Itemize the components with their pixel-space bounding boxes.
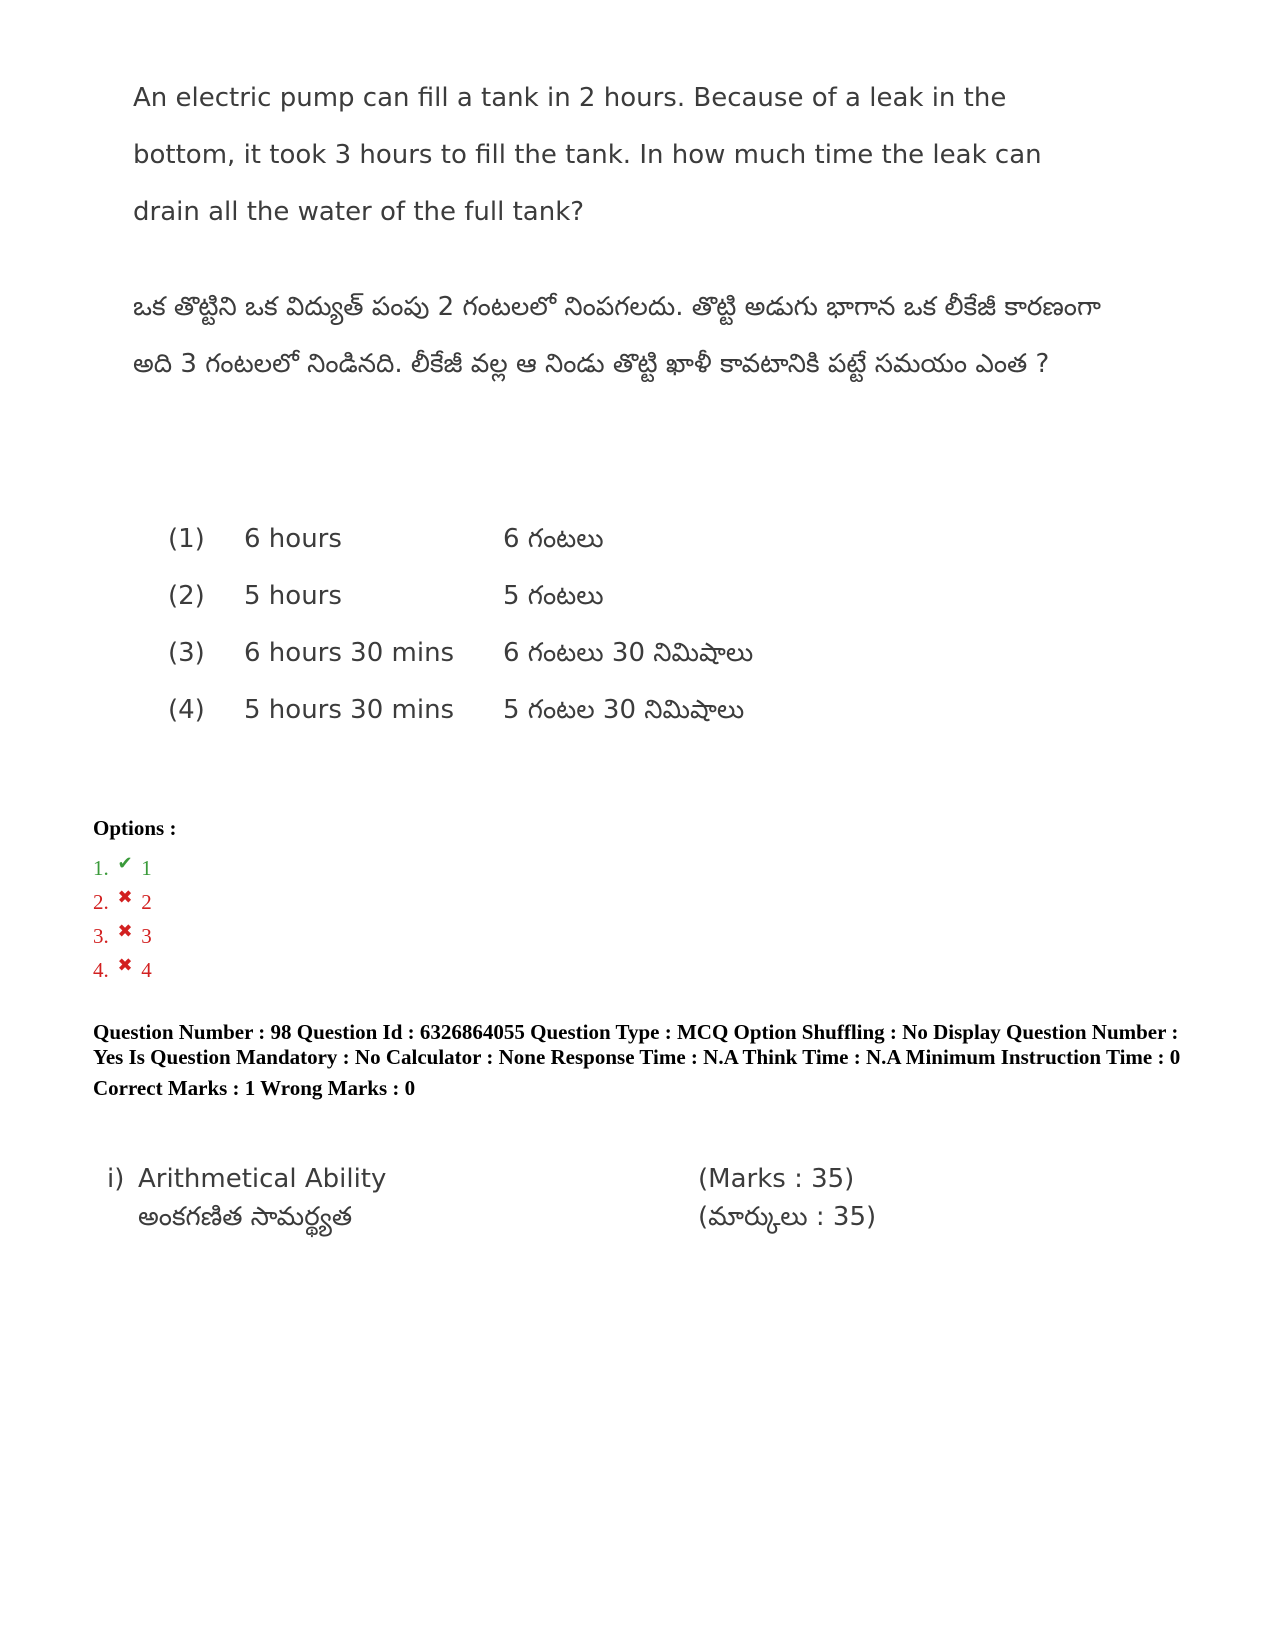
choice-number: (1): [168, 524, 205, 554]
option-value: 1: [141, 856, 152, 880]
choice-number: (4): [168, 695, 205, 725]
option-index: 1.: [93, 856, 109, 880]
cross-icon: ✖: [117, 921, 133, 941]
options-list: [93, 816, 176, 987]
section-title-telugu: అంకగణిత సామర్థ్యత: [138, 1202, 353, 1232]
choice-number: (2): [168, 581, 205, 611]
option-value: 3: [141, 924, 152, 948]
question-text-telugu: ఒక తొట్టిని ఒక విద్యుత్ పంపు 2 గంటలలో నింపగలదు. తొట్టి అడుగు భాగాన ఒక లీకేజీ కారణంగా అది 3 గంటలలో నిండినది. లీకేజీ వల్ల ఆ నిండు తొట్టి ఖాళీ కావటానికి పట్టే సమయం ఎంత ?: [133, 292, 1101, 379]
cross-icon: ✖: [117, 887, 133, 907]
option-4: [93, 953, 176, 987]
question-details: Question Number : 98 Question Id : 6326864055 Question Type : MCQ Option Shuffling : No Display Question Number : Yes Is Question Mandatory : No Calculator : None Response Time : N.A Think Time : N.A Minimum Instruction Time : 0: [93, 1020, 1181, 1069]
section-marks-english: (Marks : 35): [698, 1164, 855, 1194]
marks-info: Correct Marks : 1 Wrong Marks : 0: [93, 1076, 416, 1100]
choice-text-telugu: 6 గంటలు 30 నిమిషాలు: [503, 638, 754, 668]
choice-text-english: 6 hours: [244, 524, 342, 554]
option-value: 4: [141, 958, 152, 982]
choice-text-telugu: 5 గంటలు: [503, 581, 604, 611]
option-index: 4.: [93, 958, 109, 982]
cross-icon: ✖: [117, 955, 133, 975]
option-value: 2: [141, 890, 152, 914]
question-text-english: An electric pump can fill a tank in 2 hours. Because of a leak in the bottom, it took 3 hours to fill the tank. In how much time the leak can drain all the water of the full tank?: [133, 83, 1042, 227]
section-title-english: Arithmetical Ability: [138, 1164, 387, 1194]
section-number: i): [107, 1164, 125, 1194]
option-index: 3.: [93, 924, 109, 948]
choice-text-english: 6 hours 30 mins: [244, 638, 455, 668]
choice-text-english: 5 hours: [244, 581, 342, 611]
question-block: [133, 70, 1113, 393]
section-marks-telugu: (మార్కులు : 35): [698, 1202, 877, 1232]
checkmark-icon: ✔: [117, 853, 133, 873]
choice-text-english: 5 hours 30 mins: [244, 695, 455, 725]
option-index: 2.: [93, 890, 109, 914]
choice-text-telugu: 5 గంటల 30 నిమిషాలు: [503, 695, 745, 725]
choice-number: (3): [168, 638, 205, 668]
options-heading: Options :: [93, 816, 177, 840]
question-metadata: [93, 1020, 1203, 1101]
choice-text-telugu: 6 గంటలు: [503, 524, 604, 554]
